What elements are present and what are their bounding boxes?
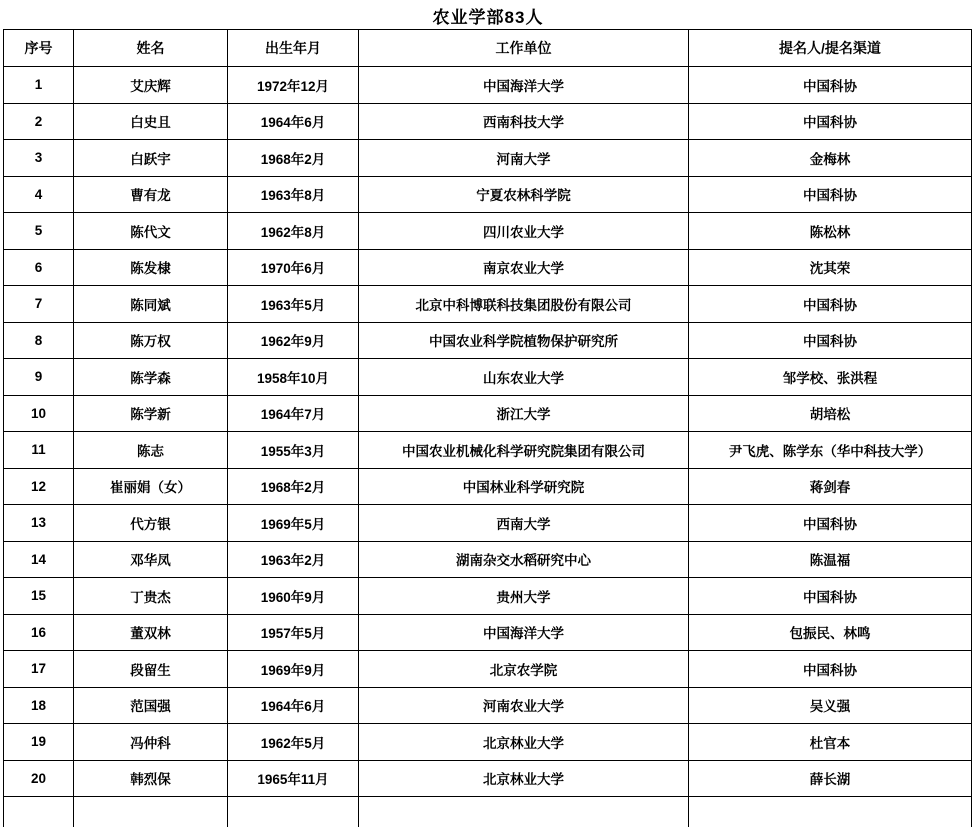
table-cell: 1963年2月 <box>228 541 359 578</box>
table-row <box>4 322 972 359</box>
table-cell: 中国科协 <box>689 322 972 359</box>
nominees-table <box>3 29 972 827</box>
table-cell: 丁贵杰 <box>74 578 228 615</box>
table-cell: 1965年11月 <box>228 760 359 797</box>
table-cell <box>4 797 74 827</box>
table-cell: 沈其荣 <box>689 249 972 286</box>
table-cell: 南京农业大学 <box>359 249 689 286</box>
table-row <box>4 140 972 177</box>
table-cell: 中国科协 <box>689 505 972 542</box>
table-row <box>4 760 972 797</box>
table-cell: 中国农业机械化科学研究院集团有限公司 <box>359 432 689 469</box>
table-cell: 陈志 <box>74 432 228 469</box>
table-cell: 中国林业科学研究院 <box>359 468 689 505</box>
table-cell: 1955年3月 <box>228 432 359 469</box>
table-cell: 北京中科博联科技集团股份有限公司 <box>359 286 689 323</box>
table-cell: 19 <box>4 724 74 761</box>
table-cell: 金梅林 <box>689 140 972 177</box>
table-cell: 陈发棣 <box>74 249 228 286</box>
table-cell: 1964年7月 <box>228 395 359 432</box>
table-cell: 山东农业大学 <box>359 359 689 396</box>
table-row <box>4 432 972 469</box>
table-cell: 蒋剑春 <box>689 468 972 505</box>
table-cell: 浙江大学 <box>359 395 689 432</box>
table-cell: 1970年6月 <box>228 249 359 286</box>
page-title: 农业学部83人 <box>432 8 544 27</box>
table-row <box>4 687 972 724</box>
table-cell: 1964年6月 <box>228 103 359 140</box>
table-cell: 中国海洋大学 <box>359 67 689 104</box>
table-cell: 艾庆辉 <box>74 67 228 104</box>
table-cell: 18 <box>4 687 74 724</box>
table-row <box>4 541 972 578</box>
table-cell: 12 <box>4 468 74 505</box>
table-cell: 中国科协 <box>689 67 972 104</box>
table-cell: 9 <box>4 359 74 396</box>
table-cell: 河南大学 <box>359 140 689 177</box>
table-cell: 中国海洋大学 <box>359 614 689 651</box>
table-cell: 1972年12月 <box>228 67 359 104</box>
partial-row <box>4 797 972 827</box>
table-row <box>4 505 972 542</box>
table-body <box>4 67 972 827</box>
table-row <box>4 724 972 761</box>
table-header <box>4 30 972 67</box>
table-cell: 1969年5月 <box>228 505 359 542</box>
table-cell: 中国科协 <box>689 286 972 323</box>
table-cell: 中国科协 <box>689 176 972 213</box>
table-cell: 陈松林 <box>689 213 972 250</box>
table-cell: 陈代文 <box>74 213 228 250</box>
table-cell: 四川农业大学 <box>359 213 689 250</box>
table-cell: 2 <box>4 103 74 140</box>
table-cell: 崔丽娟（女） <box>74 468 228 505</box>
table-cell: 冯仲科 <box>74 724 228 761</box>
table-cell: 韩烈保 <box>74 760 228 797</box>
table-cell: 1962年5月 <box>228 724 359 761</box>
table-cell: 陈学森 <box>74 359 228 396</box>
table-cell: 10 <box>4 395 74 432</box>
table-row <box>4 213 972 250</box>
table-cell: 宁夏农林科学院 <box>359 176 689 213</box>
table-cell <box>359 797 689 827</box>
table-cell: 吴义强 <box>689 687 972 724</box>
column-header-workunit: 工作单位 <box>359 30 689 67</box>
table-cell: 胡培松 <box>689 395 972 432</box>
table-cell: 6 <box>4 249 74 286</box>
table-cell: 包振民、林鸣 <box>689 614 972 651</box>
table-cell: 陈万权 <box>74 322 228 359</box>
table-row <box>4 614 972 651</box>
table-cell: 4 <box>4 176 74 213</box>
table-cell: 湖南杂交水稻研究中心 <box>359 541 689 578</box>
column-header-index: 序号 <box>4 30 74 67</box>
table-cell: 8 <box>4 322 74 359</box>
table-cell: 薛长湖 <box>689 760 972 797</box>
column-header-birthdate: 出生年月 <box>228 30 359 67</box>
table-cell: 尹飞虎、陈学东（华中科技大学） <box>689 432 972 469</box>
table-cell: 1964年6月 <box>228 687 359 724</box>
table-cell: 陈温福 <box>689 541 972 578</box>
table-cell: 1969年9月 <box>228 651 359 688</box>
table-cell: 16 <box>4 614 74 651</box>
table-cell: 范国强 <box>74 687 228 724</box>
table-row <box>4 468 972 505</box>
table-cell: 1962年9月 <box>228 322 359 359</box>
table-row <box>4 103 972 140</box>
table-cell: 14 <box>4 541 74 578</box>
table-cell: 北京林业大学 <box>359 760 689 797</box>
table-cell: 邹学校、张洪程 <box>689 359 972 396</box>
table-row <box>4 249 972 286</box>
table-row <box>4 651 972 688</box>
table-cell: 20 <box>4 760 74 797</box>
table-cell: 1960年9月 <box>228 578 359 615</box>
table-cell: 陈学新 <box>74 395 228 432</box>
table-row <box>4 286 972 323</box>
table-cell: 1 <box>4 67 74 104</box>
table-cell: 贵州大学 <box>359 578 689 615</box>
table-cell: 邓华凤 <box>74 541 228 578</box>
table-cell: 15 <box>4 578 74 615</box>
table-cell: 1963年8月 <box>228 176 359 213</box>
table-row <box>4 67 972 104</box>
table-cell: 7 <box>4 286 74 323</box>
table-row <box>4 578 972 615</box>
table-cell: 13 <box>4 505 74 542</box>
table-cell: 白跃宇 <box>74 140 228 177</box>
table-cell: 西南大学 <box>359 505 689 542</box>
table-row <box>4 176 972 213</box>
table-cell: 董双林 <box>74 614 228 651</box>
table-cell: 11 <box>4 432 74 469</box>
table-row <box>4 359 972 396</box>
table-cell: 1963年5月 <box>228 286 359 323</box>
table-cell: 北京林业大学 <box>359 724 689 761</box>
table-cell <box>228 797 359 827</box>
table-cell: 河南农业大学 <box>359 687 689 724</box>
table-cell: 1968年2月 <box>228 140 359 177</box>
column-header-nominator: 提名人/提名渠道 <box>689 30 972 67</box>
table-cell: 杜官本 <box>689 724 972 761</box>
table-cell: 1957年5月 <box>228 614 359 651</box>
table-cell: 1958年10月 <box>228 359 359 396</box>
table-cell: 1968年2月 <box>228 468 359 505</box>
table-cell: 西南科技大学 <box>359 103 689 140</box>
table-cell: 5 <box>4 213 74 250</box>
table-cell: 陈同斌 <box>74 286 228 323</box>
table-cell: 中国科协 <box>689 651 972 688</box>
header-row <box>4 30 972 67</box>
table-cell <box>74 797 228 827</box>
table-cell <box>689 797 972 827</box>
table-cell: 3 <box>4 140 74 177</box>
table-cell: 北京农学院 <box>359 651 689 688</box>
table-cell: 中国科协 <box>689 578 972 615</box>
table-cell: 白史且 <box>74 103 228 140</box>
table-row <box>4 395 972 432</box>
table-cell: 代方银 <box>74 505 228 542</box>
table-cell: 中国农业科学院植物保护研究所 <box>359 322 689 359</box>
table-cell: 中国科协 <box>689 103 972 140</box>
table-cell: 段留生 <box>74 651 228 688</box>
table-cell: 曹有龙 <box>74 176 228 213</box>
column-header-name: 姓名 <box>74 30 228 67</box>
table-cell: 1962年8月 <box>228 213 359 250</box>
table-cell: 17 <box>4 651 74 688</box>
